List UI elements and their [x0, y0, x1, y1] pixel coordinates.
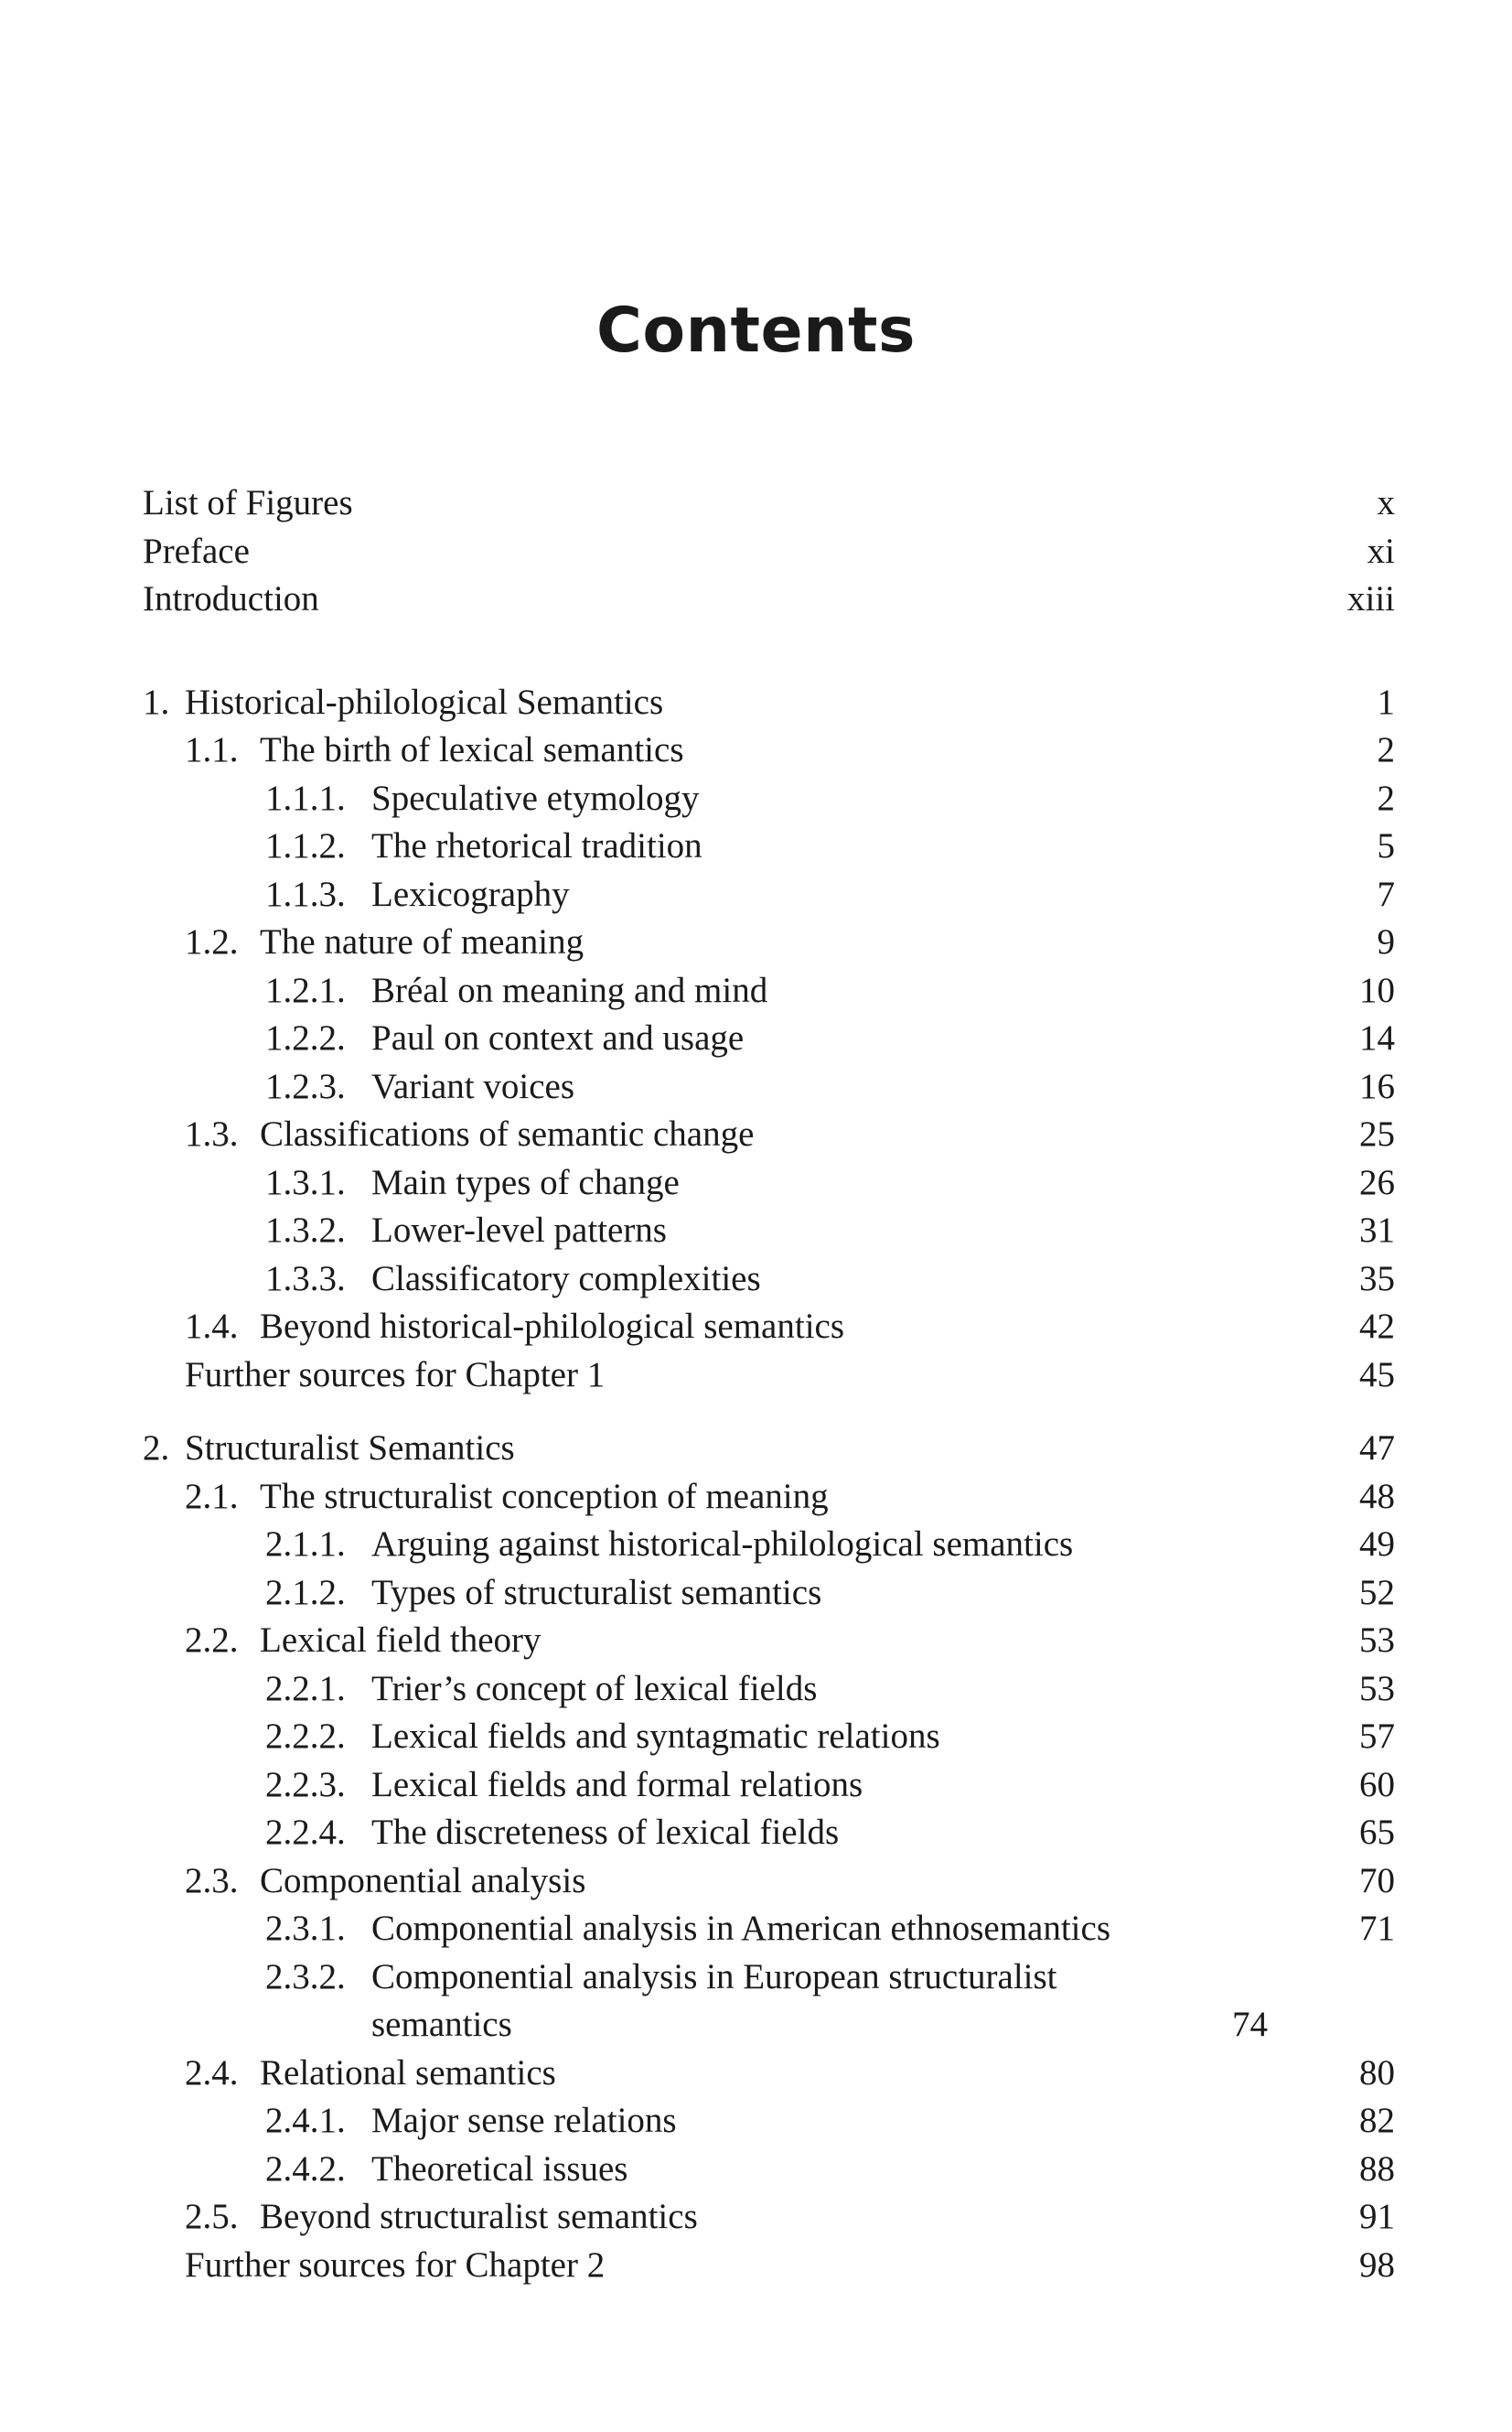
toc-entry-text: The birth of lexical semantics [260, 730, 684, 769]
toc-entry-number: 2.4. [185, 2052, 239, 2093]
toc-entry-text: The nature of meaning [260, 922, 584, 962]
toc-page-number: 1 [1377, 682, 1395, 722]
toc-page-number: x [1377, 483, 1395, 522]
toc-entry-text: Further sources for Chapter 1 [185, 1354, 606, 1394]
table-of-contents [143, 479, 1395, 2289]
toc-entry-number: 2.3.2. [265, 1956, 346, 1996]
toc-page-number: 31 [1359, 1211, 1395, 1250]
toc-entry-text: Beyond structuralist semantics [260, 2197, 698, 2236]
toc-entry[interactable] [143, 1953, 1395, 2050]
toc-entry-number: 2.4.2. [265, 2148, 346, 2189]
toc-entry-text: Preface [143, 531, 250, 571]
toc-entry-number: 2.1. [185, 1476, 239, 1516]
toc-entry[interactable] [143, 1159, 1395, 1208]
toc-entry-number: 2.5. [185, 2197, 239, 2236]
toc-entry[interactable] [143, 1665, 1395, 1714]
toc-page-number: 53 [1359, 1620, 1395, 1660]
toc-entry-text: Trier’s concept of lexical fields [371, 1668, 818, 1708]
toc-entry-number: 2.2.2. [265, 1716, 346, 1756]
toc-entry-text: Further sources for Chapter 2 [185, 2244, 606, 2285]
toc-entry-text: Introduction [143, 579, 319, 619]
toc-page-number: 45 [1359, 1354, 1395, 1394]
toc-entry[interactable] [143, 1303, 1395, 1351]
toc-entry[interactable] [143, 1761, 1395, 1810]
toc-entry[interactable] [143, 2050, 1395, 2098]
toc-entry-text: The structuralist conception of meaning [260, 1476, 829, 1516]
toc-page-number: 35 [1359, 1258, 1395, 1298]
toc-entry-text: Bréal on meaning and mind [371, 970, 768, 1010]
toc-page-number: 98 [1359, 2244, 1395, 2285]
toc-entry-number: 1.2. [185, 922, 239, 962]
toc-entry[interactable] [143, 871, 1395, 920]
toc-entry[interactable] [143, 1063, 1395, 1112]
toc-entry[interactable] [143, 1857, 1395, 1906]
toc-entry-text: Historical-philological Semantics [185, 682, 664, 722]
toc-entry[interactable] [143, 1255, 1395, 1304]
toc-entry-number: 2.3. [185, 1860, 239, 1900]
toc-entry-introduction[interactable] [143, 576, 1395, 624]
toc-page-number: 57 [1359, 1716, 1395, 1756]
toc-entry-text: Lower-level patterns [371, 1211, 667, 1250]
toc-entry-preface[interactable] [143, 528, 1395, 576]
toc-entry-number: 1.4. [185, 1307, 239, 1346]
toc-entry-number: 2.2.1. [265, 1668, 346, 1708]
toc-page-number: 52 [1359, 1572, 1395, 1612]
toc-entry-number: 2.1.1. [265, 1524, 346, 1564]
toc-entry[interactable] [143, 919, 1395, 967]
toc-entry-number: 1.3. [185, 1114, 239, 1154]
toc-entry[interactable] [143, 967, 1395, 1016]
toc-entry-text: Structuralist Semantics [185, 1428, 515, 1468]
toc-entry-number: 1.3.2. [265, 1211, 346, 1250]
toc-entry-number: 1.1.2. [265, 826, 346, 866]
toc-entry-text: Componential analysis in European structuralist semantics [371, 1956, 1057, 2044]
toc-entry-text: Major sense relations [371, 2101, 677, 2140]
toc-entry[interactable] [143, 1473, 1395, 1522]
toc-page-number: 47 [1359, 1428, 1395, 1468]
toc-entry-text: Main types of change [371, 1162, 680, 1202]
toc-entry-number: 2.4.1. [265, 2101, 346, 2140]
toc-entry-number: 2.2.4. [265, 1813, 346, 1852]
toc-page-number: 9 [1377, 922, 1395, 962]
toc-page-number: 82 [1359, 2101, 1395, 2140]
toc-entry-text: Relational semantics [260, 2052, 556, 2093]
toc-entry[interactable] [143, 1015, 1395, 1063]
toc-entry[interactable] [143, 1569, 1395, 1618]
toc-entry-number: 1.3.1. [265, 1162, 346, 1202]
toc-entry-number: 2.2. [185, 1620, 239, 1660]
toc-entry-further-sources-1[interactable] [143, 1351, 1395, 1400]
toc-entry-text: Componential analysis in American ethnosemantics [371, 1909, 1110, 1948]
toc-page-number: 5 [1377, 826, 1395, 866]
toc-page-number: 80 [1359, 2052, 1395, 2093]
toc-page-number: 65 [1359, 1813, 1395, 1852]
toc-entry[interactable] [143, 2146, 1395, 2194]
toc-entry-text: Lexical fields and syntagmatic relations [371, 1716, 940, 1756]
toc-entry[interactable] [143, 1617, 1395, 1665]
toc-entry-text: Lexical field theory [260, 1620, 542, 1660]
toc-page-number: 10 [1359, 970, 1395, 1010]
toc-page-number: xiii [1346, 579, 1395, 619]
toc-chapter-1[interactable] [143, 679, 1395, 727]
toc-entry[interactable] [143, 2193, 1395, 2242]
toc-page-number: 14 [1359, 1018, 1395, 1058]
toc-entry-text: Classificatory complexities [371, 1258, 761, 1298]
toc-entry[interactable] [143, 1905, 1395, 1953]
toc-entry[interactable] [143, 1809, 1395, 1857]
toc-page-number: 60 [1359, 1764, 1395, 1804]
toc-page-number: 2 [1377, 778, 1395, 818]
toc-entry-text: Arguing against historical-philological semantics [371, 1524, 1074, 1564]
toc-entry-number: 1.2.3. [265, 1066, 346, 1106]
toc-entry-number: 1.1.3. [265, 874, 346, 914]
toc-entry[interactable] [143, 2097, 1395, 2146]
toc-entry-number: 1.1. [185, 730, 239, 769]
toc-entry[interactable] [143, 1111, 1395, 1159]
toc-page-number: 88 [1359, 2148, 1395, 2189]
toc-entry-number: 1.3.3. [265, 1258, 346, 1298]
toc-entry[interactable] [143, 1207, 1395, 1255]
toc-page-number: 74 [1232, 2005, 1268, 2044]
toc-entry-further-sources-2[interactable] [143, 2242, 1395, 2290]
toc-page-number: xi [1367, 531, 1395, 571]
toc-entry-text: Speculative etymology [371, 778, 700, 818]
toc-entry-text: List of Figures [143, 483, 353, 522]
toc-page-number: 70 [1359, 1860, 1395, 1900]
toc-entry[interactable] [143, 1713, 1395, 1761]
toc-entry-number: 2.1.2. [265, 1572, 346, 1612]
toc-page-number: 7 [1377, 874, 1395, 914]
toc-page-number: 53 [1359, 1668, 1395, 1708]
toc-entry-text: Lexicography [371, 874, 570, 914]
toc-entry-number: 2. [143, 1428, 170, 1468]
toc-entry-text: Componential analysis [260, 1860, 586, 1900]
toc-page-number: 2 [1377, 730, 1395, 769]
toc-entry-text: Types of structuralist semantics [371, 1572, 822, 1612]
toc-entry-text: Paul on context and usage [371, 1018, 745, 1058]
toc-entry-text: Variant voices [371, 1066, 575, 1106]
toc-page-number: 91 [1359, 2197, 1395, 2236]
toc-entry[interactable] [143, 1521, 1395, 1569]
toc-page-number: 48 [1359, 1476, 1395, 1516]
toc-chapter-2[interactable] [143, 1425, 1395, 1473]
toc-entry-number: 1.2.1. [265, 970, 346, 1010]
toc-entry-text: Classifications of semantic change [260, 1114, 755, 1154]
page-title: Contents [595, 295, 917, 367]
toc-entry-text: Lexical fields and formal relations [371, 1764, 863, 1804]
toc-entry-list-of-figures[interactable] [143, 479, 1395, 528]
toc-page-number: 42 [1359, 1307, 1395, 1346]
toc-entry-number: 2.2.3. [265, 1764, 346, 1804]
toc-page-number: 25 [1359, 1114, 1395, 1154]
toc-entry[interactable] [143, 775, 1395, 823]
toc-entry-number: 2.3.1. [265, 1909, 346, 1948]
toc-page-number: 26 [1359, 1162, 1395, 1202]
toc-entry-number: 1. [143, 682, 170, 722]
toc-entry-text: Beyond historical-philological semantics [260, 1307, 845, 1346]
toc-entry-number: 1.2.2. [265, 1018, 346, 1058]
toc-entry-number: 1.1.1. [265, 778, 346, 818]
toc-page-number: 71 [1359, 1909, 1395, 1948]
toc-entry-text: Theoretical issues [371, 2148, 628, 2189]
toc-page-number: 49 [1359, 1524, 1395, 1564]
toc-page-number: 16 [1359, 1066, 1395, 1106]
toc-entry-text: The rhetorical tradition [371, 826, 702, 866]
toc-entry[interactable] [143, 823, 1395, 871]
toc-entry[interactable] [143, 726, 1395, 775]
toc-entry-text: The discreteness of lexical fields [371, 1813, 840, 1852]
